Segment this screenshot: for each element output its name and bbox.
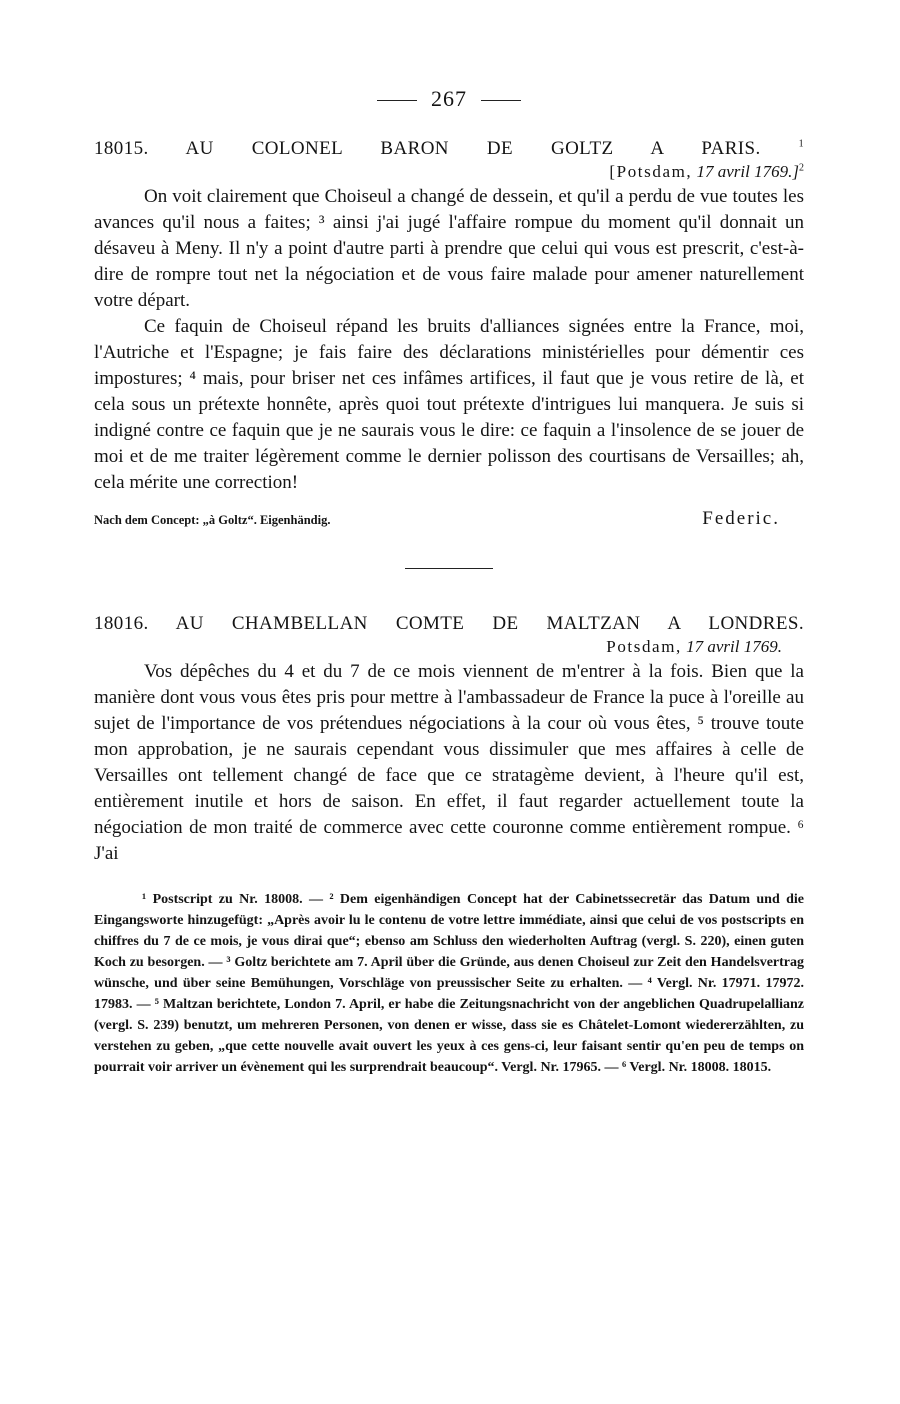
signature: Federic. <box>702 508 780 529</box>
document-page <box>94 86 804 1078</box>
dash-right <box>481 100 521 101</box>
dateline-date: 17 avril 1769. <box>686 637 782 656</box>
heading-footnote-ref: 1 <box>798 138 804 150</box>
dateline-place: [Potsdam, <box>609 162 693 181</box>
letter-heading-text: 18015. AU COLONEL BARON DE GOLTZ A PARIS. <box>94 138 761 159</box>
dash-left <box>377 100 417 101</box>
signature-row <box>94 508 804 530</box>
page-number: 267 <box>431 86 467 111</box>
page-number-line <box>94 86 804 112</box>
paragraph: On voit clairement que Choiseul a changé de dessein, et qu'il a perdu de vue toutes les avances qu'il nous a faites; ³ ainsi j'ai jugé l'affaire rompue du moment qu'il donnait un désaveu à Meny. Il n'y a point d'autre parti à prendre que celui qui vous est prescrit, c'est-à-dire de rompre tout net la négociation et de vous faire malade pour amener naturellement votre départ. <box>94 186 804 311</box>
dateline-date: 17 avril 1769.] <box>696 162 799 181</box>
footnotes <box>94 889 804 1078</box>
date-footnote-ref: 2 <box>799 162 804 174</box>
letter-18016 <box>94 613 804 867</box>
paragraph: Ce faquin de Choiseul répand les bruits d'alliances signées entre la France, moi, l'Autriche et l'Espagne; je fais faire des déclarations ministérielles pour démentir ces impostures; ⁴ mais, pour briser net ces infâmes artifices, il faut que je vous retire de là, et cela sous un prétexte honnête, après quoi tout prétexte d'intrigues lui manquera. Je suis si indigné contre ce faquin que je ne saurais vous le dire: ce faquin a l'insolence de se jouer de moi et de me traiter légèrement comme le dernier polisson des courtisans de Versailles; ah, cela mérite une correction! <box>94 316 804 493</box>
letter-18015 <box>94 138 804 530</box>
letter-heading <box>94 138 804 160</box>
dateline <box>94 637 804 657</box>
source-note: Nach dem Concept: „à Goltz“. Eigenhändig. <box>94 513 331 527</box>
dateline <box>94 162 804 182</box>
letter-heading: 18016. AU CHAMBELLAN COMTE DE MALTZAN A LONDRES. <box>94 613 804 634</box>
dateline-place: Potsdam, <box>606 637 682 656</box>
section-divider <box>405 568 493 569</box>
footnotes-text: ¹ Postscript zu Nr. 18008. — ² Dem eigenhändigen Concept hat der Cabinetssecretär das Datum und die Eingangsworte hinzugefügt: „Après avoir lu le contenu de votre lettre immédiate, ainsi que celui de vos postscripts en chiffres du 7 de ce mois, je vous dirai que“; ebenso am Schluss den wiederholten Auftrag (vergl. S. 220), einen guten Koch zu besorgen. — ³ Goltz berichtete am 7. April über die Gründe, aus denen Choiseul zur Zeit den Handelsvertrag wünsche, und über seine Bemühungen, Vorschläge von preussischer Seite zu erhalten. — ⁴ Vergl. Nr. 17971. 17972. 17983. — ⁵ Maltzan berichtete, London 7. April, er habe die Zeitungsnachricht von der angeblichen Quadrupelallianz (vergl. S. 239) benutzt, um mehreren Personen, von denen er wisse, dass sie es Châtelet-Lomont wiedererzählten, zu verstehen zu geben, „que cette nouvelle avait ouvert les yeux à ces gens-ci, leur faisant sentir qu'en peu de temps on pourrait voir arriver un évènement qui les surprendrait beaucoup“. Vergl. Nr. 17965. — ⁶ Vergl. Nr. 18008. 18015. <box>94 892 804 1075</box>
paragraph: Vos dépêches du 4 et du 7 de ce mois viennent de m'entrer à la fois. Bien que la manière dont vous vous êtes pris pour mettre à l'ambassadeur de France la puce à l'oreille au sujet de l'importance de vos prétendues négociations à la cour où vous êtes, ⁵ trouve toute mon approbation, je ne saurais cependant vous dissimuler que mes affaires à celle de Versailles ont tellement changé de face que ce stratagème devient, à l'heure qu'il est, entièrement inutile et hors de saison. En effet, il faut regarder actuellement toute la négociation de mon traité de commerce avec cette couronne comme entièrement rompue. ⁶ J'ai <box>94 661 804 864</box>
